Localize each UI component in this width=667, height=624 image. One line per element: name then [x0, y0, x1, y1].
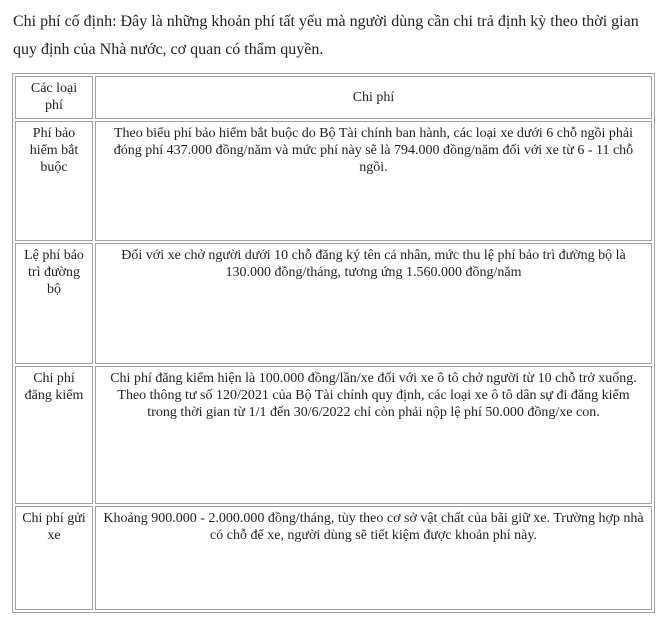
header-fee-type: Các loại phí	[15, 76, 93, 119]
header-cost: Chi phí	[95, 76, 652, 119]
table-row	[15, 506, 652, 610]
intro-paragraph: Chi phí cố định: Đây là những khoản phí tất yếu mà người dùng cần chi trả định kỳ theo thời gian quy định của Nhà nước, cơ quan có thẩm quyền.	[13, 13, 639, 58]
table-row	[15, 243, 652, 364]
table-row	[15, 366, 652, 504]
fee-type-cell: Phí bảo hiểm bắt buộc	[15, 121, 93, 242]
fee-type-cell: Chi phí gửi xe	[15, 506, 93, 610]
cost-cell: Chi phí đăng kiểm hiện là 100.000 đồng/lần/xe đối với xe ô tô chở người từ 10 chỗ trở xuống. Theo thông tư số 120/2021 của Bộ Tài chính quy định, các loại xe ô tô dân sự đi đăng kiểm trong thời gian từ 1/1 đến 30/6/2022 chỉ còn phải nộp lệ phí 50.000 đồng/xe con.	[95, 366, 652, 504]
fees-table	[12, 73, 655, 613]
table-header-row	[15, 76, 652, 119]
table-row	[15, 121, 652, 242]
cost-cell: Khoảng 900.000 - 2.000.000 đồng/tháng, tùy theo cơ sở vật chất của bãi giữ xe. Trường hợp nhà có chỗ để xe, người dùng sẽ tiết kiệm được khoản phí này.	[95, 506, 652, 610]
fee-type-cell: Lệ phí bảo trì đường bộ	[15, 243, 93, 364]
cost-cell: Theo biểu phí bảo hiểm bắt buộc do Bộ Tài chính ban hành, các loại xe dưới 6 chỗ ngồi phải đóng phí 437.000 đồng/năm và mức phí này sẽ là 794.000 đồng/năm đối với xe từ 6 - 11 chỗ ngồi.	[95, 121, 652, 242]
cost-cell: Đối với xe chở người dưới 10 chỗ đăng ký tên cá nhân, mức thu lệ phí bảo trì đường bộ là 130.000 đồng/tháng, tương ứng 1.560.000 đồng/năm	[95, 243, 652, 364]
fee-type-cell: Chi phí đăng kiểm	[15, 366, 93, 504]
